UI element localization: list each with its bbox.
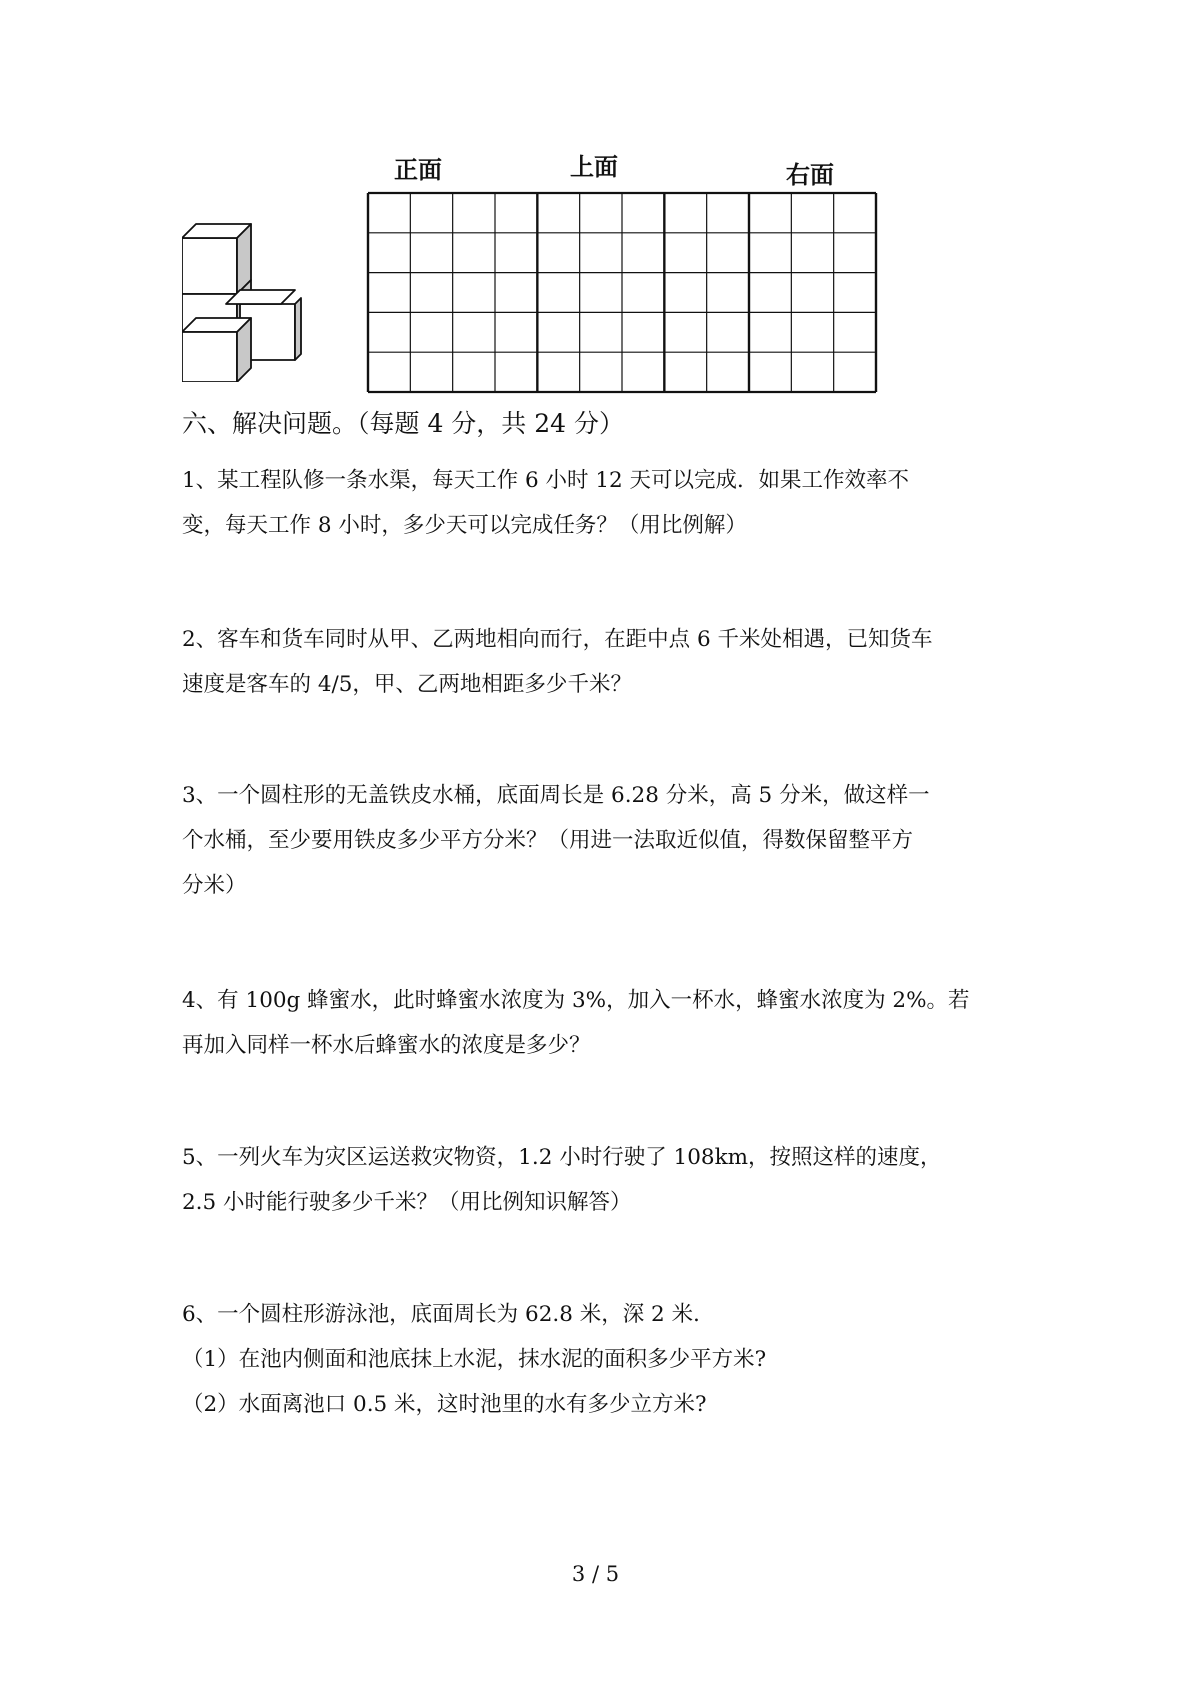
problem-line: 2、客车和货车同时从甲、乙两地相向而行，在距中点 6 千米处相遇，已知货车 bbox=[182, 627, 933, 652]
problem-1 bbox=[182, 458, 1022, 548]
problem-line: 2.5 小时能行驶多少千米？（用比例知识解答） bbox=[182, 1190, 632, 1215]
page-number: 3 / 5 bbox=[571, 1562, 620, 1586]
problem-line: 1、某工程队修一条水渠，每天工作 6 小时 12 天可以完成．如果工作效率不 bbox=[182, 468, 910, 493]
problem-sub-line: （1）在池内侧面和池底抹上水泥，抹水泥的面积多少平方米? bbox=[182, 1347, 767, 1372]
problem-6 bbox=[182, 1292, 1022, 1427]
cube-stack-figure bbox=[182, 220, 302, 382]
problem-line: 4、有 100g 蜂蜜水，此时蜂蜜水浓度为 3%，加入一杯水，蜂蜜水浓度为 2%。若 bbox=[182, 988, 970, 1013]
front-view-label: 正面 bbox=[394, 156, 442, 184]
three-view-grid bbox=[366, 191, 878, 394]
problem-line: 6、一个圆柱形游泳池，底面周长为 62.8 米，深 2 米． bbox=[182, 1302, 715, 1327]
problem-line: 个水桶，至少要用铁皮多少平方分米？（用进一法取近似值，得数保留整平方 bbox=[182, 828, 914, 853]
cube-upper bbox=[182, 224, 251, 294]
problem-line: 5、一列火车为灾区运送救灾物资，1.2 小时行驶了 108km，按照这样的速度， bbox=[182, 1145, 942, 1170]
section-title: 六、解决问题。（每题 4 分，共 24 分） bbox=[182, 409, 625, 438]
top-view-label: 上面 bbox=[570, 153, 618, 181]
problem-sub-line: （2）水面离池口 0.5 米，这时池里的水有多少立方米? bbox=[182, 1392, 707, 1417]
cube-front bbox=[182, 318, 251, 382]
problem-3 bbox=[182, 773, 1022, 908]
problem-2 bbox=[182, 617, 1022, 707]
problem-line: 分米） bbox=[182, 873, 247, 898]
problem-line: 速度是客车的 4/5，甲、乙两地相距多少千米？ bbox=[182, 672, 632, 697]
problem-line: 再加入同样一杯水后蜂蜜水的浓度是多少？ bbox=[182, 1033, 591, 1058]
problem-5 bbox=[182, 1135, 1022, 1225]
problem-4 bbox=[182, 978, 1022, 1068]
right-view-label: 右面 bbox=[786, 161, 834, 189]
problem-line: 3、一个圆柱形的无盖铁皮水桶，底面周长是 6.28 分米，高 5 分米，做这样一 bbox=[182, 783, 930, 808]
problem-line: 变，每天工作 8 小时，多少天可以完成任务？（用比例解） bbox=[182, 513, 747, 538]
